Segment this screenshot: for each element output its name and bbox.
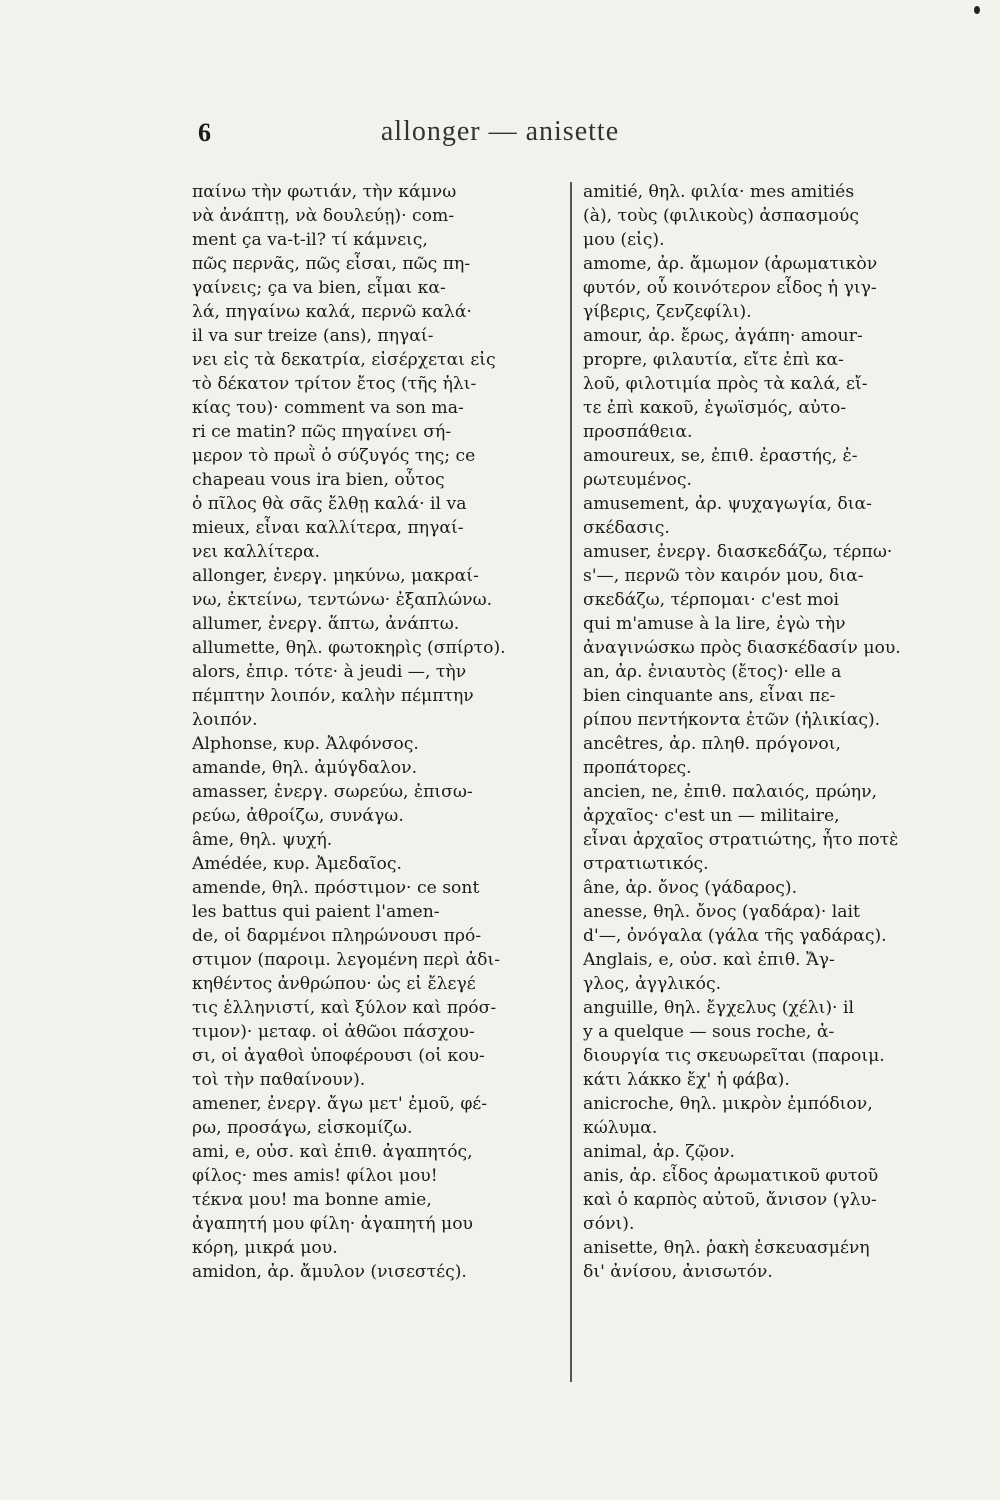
- page-number: 6: [198, 118, 211, 147]
- text-line: anisette, θηλ. ῥακὴ ἐσκευασμένη: [583, 1238, 870, 1258]
- text-line: allonger, ἐνεργ. μηκύνω, μακραί-: [192, 566, 479, 586]
- text-line: ami, e, οὐσ. καὶ ἐπιθ. ἀγαπητός,: [192, 1142, 473, 1162]
- text-line: alors, ἐπιρ. τότε· à jeudi —, τὴν: [192, 662, 467, 682]
- text-line: γίβερις, ζενζεφίλι).: [583, 302, 752, 322]
- text-line: φυτόν, οὗ κοινότερον εἶδος ἡ γιγ-: [583, 278, 877, 298]
- text-line: κάτι λάκκο ἔχ' ἡ φάβα).: [583, 1070, 790, 1090]
- text-line: amidon, ἀρ. ἄμυλον (νισεστές).: [192, 1262, 467, 1282]
- text-line: ri ce matin? πῶς πηγαίνει σή-: [192, 422, 452, 442]
- text-line: παίνω τὴν φωτιάν, τὴν κάμνω: [192, 182, 457, 202]
- text-line: τοὶ τὴν παθαίνουν).: [192, 1070, 366, 1090]
- text-line: allumer, ἐνεργ. ἅπτω, ἀνάπτω.: [192, 614, 460, 634]
- text-line: κηθέντος ἀνθρώπου· ὡς εἰ ἔλεγέ: [192, 974, 476, 994]
- text-line: (à), τοὺς (φιλικοὺς) ἀσπασμούς: [583, 206, 859, 226]
- text-line: σκεδάζω, τέρπομαι· c'est moi: [583, 590, 840, 610]
- text-line: κίας του)· comment va son ma-: [192, 398, 464, 418]
- text-line: amitié, θηλ. φιλία· mes amitiés: [583, 182, 855, 202]
- text-line: λά, πηγαίνω καλά, περνῶ καλά·: [192, 302, 472, 322]
- text-line: y a quelque — sous roche, ἀ-: [583, 1022, 835, 1042]
- text-line: amuser, ἐνεργ. διασκεδάζω, τέρπω·: [583, 542, 893, 562]
- text-line: κώλυμα.: [583, 1118, 658, 1138]
- text-line: il va sur treize (ans), πηγαί-: [192, 326, 434, 346]
- text-line: amour, ἀρ. ἔρως, ἀγάπη· amour-: [583, 326, 863, 346]
- text-line: ancien, ne, ἐπιθ. παλαιός, πρώην,: [583, 782, 877, 802]
- text-line: Alphonse, κυρ. Ἀλφόνσος.: [192, 734, 419, 754]
- column-divider: [570, 182, 572, 1382]
- text-line: τέκνα μου! ma bonne amie,: [192, 1190, 432, 1210]
- text-line: τις ἑλληνιστί, καὶ ξύλον καὶ πρόσ-: [192, 998, 497, 1018]
- text-line: anis, ἀρ. εἶδος ἀρωματικοῦ φυτοῦ: [583, 1166, 879, 1186]
- text-line: ρω, προσάγω, εἰσκομίζω.: [192, 1118, 413, 1138]
- text-line: de, οἱ δαρμένοι πληρώνουσι πρό-: [192, 926, 482, 946]
- text-line: τε ἐπὶ κακοῦ, ἐγωϊσμός, αὐτο-: [583, 398, 847, 418]
- text-line: μου (εἰς).: [583, 230, 665, 250]
- text-line: κόρη, μικρά μου.: [192, 1238, 338, 1258]
- text-line: s'—, περνῶ τὸν καιρόν μου, δια-: [583, 566, 864, 586]
- text-line: âne, ἀρ. ὄνος (γάδαρος).: [583, 878, 798, 898]
- text-line: âme, θηλ. ψυχή.: [192, 830, 333, 850]
- text-line: bien cinquante ans, εἶναι πε-: [583, 686, 836, 706]
- text-line: δι' ἀνίσου, ἀνισωτόν.: [583, 1262, 773, 1282]
- text-line: chapeau vous ira bien, οὗτος: [192, 470, 445, 490]
- text-line: ἀγαπητή μου φίλη· ἀγαπητή μου: [192, 1214, 473, 1234]
- text-line: στιμον (παροιμ. λεγομένη περὶ ἀδι-: [192, 950, 501, 970]
- text-line: amusement, ἀρ. ψυχαγωγία, δια-: [583, 494, 872, 514]
- text-line: ment ça va-t-il? τί κάμνεις,: [192, 230, 428, 250]
- text-line: φίλος· mes amis! φίλοι μου!: [192, 1166, 438, 1186]
- text-line: ὁ πῖλος θὰ σᾶς ἔλθῃ καλά· il va: [192, 494, 467, 514]
- text-line: propre, φιλαυτία, εἴτε ἐπὶ κα-: [583, 350, 844, 370]
- text-line: λοῦ, φιλοτιμία πρὸς τὰ καλά, εἴ-: [583, 374, 868, 394]
- text-line: amende, θηλ. πρόστιμον· ce sont: [192, 878, 480, 898]
- text-line: λοιπόν.: [192, 710, 258, 730]
- right-column: [583, 180, 975, 1284]
- ink-speck: [974, 6, 980, 14]
- text-line: προπάτορες.: [583, 758, 692, 778]
- text-line: ἀρχαῖος· c'est un — militaire,: [583, 806, 840, 826]
- text-line: σι, οἱ ἀγαθοὶ ὑποφέρουσι (οἱ κου-: [192, 1046, 485, 1066]
- text-line: τὸ δέκατον τρίτον ἔτος (τῆς ἡλι-: [192, 374, 477, 394]
- text-line: ἀναγινώσκω πρὸς διασκέδασίν μου.: [583, 638, 901, 658]
- text-line: d'—, ὀνόγαλα (γάλα τῆς γαδάρας).: [583, 926, 887, 946]
- text-line: ρωτευμένος.: [583, 470, 692, 490]
- text-line: amoureux, se, ἐπιθ. ἐραστής, ἐ-: [583, 446, 858, 466]
- text-line: πέμπτην λοιπόν, καλὴν πέμπτην: [192, 686, 474, 706]
- left-column: [192, 180, 580, 1284]
- text-line: amome, ἀρ. ἄμωμον (ἀρωματικὸν: [583, 254, 878, 274]
- text-line: anguille, θηλ. ἔγχελυς (χέλι)· il: [583, 998, 854, 1018]
- text-line: amener, ἐνεργ. ἄγω μετ' ἐμοῦ, φέ-: [192, 1094, 488, 1114]
- text-line: animal, ἀρ. ζῷον.: [583, 1142, 736, 1162]
- text-line: amande, θηλ. ἀμύγδαλον.: [192, 758, 418, 778]
- text-line: διουργία τις σκευωρεῖται (παροιμ.: [583, 1046, 885, 1066]
- text-line: qui m'amuse à la lire, ἐγὼ τὴν: [583, 614, 846, 634]
- text-line: anicroche, θηλ. μικρὸν ἐμπόδιον,: [583, 1094, 873, 1114]
- running-head: allonger — anisette: [380, 116, 620, 147]
- text-line: γλος, ἀγγλικός.: [583, 974, 722, 994]
- text-line: les battus qui paient l'amen-: [192, 902, 440, 922]
- text-line: μερον τὸ πρωῒ ὁ σύζυγός της; ce: [192, 446, 476, 466]
- text-line: νει καλλίτερα.: [192, 542, 321, 562]
- text-line: νει εἰς τὰ δεκατρία, εἰσέρχεται εἰς: [192, 350, 496, 370]
- text-line: ρεύω, ἀθροίζω, συνάγω.: [192, 806, 404, 826]
- text-line: amasser, ἐνεργ. σωρεύω, ἐπισω-: [192, 782, 473, 802]
- text-line: ρίπου πεντήκοντα ἐτῶν (ἡλικίας).: [583, 710, 881, 730]
- text-line: mieux, εἶναι καλλίτερα, πηγαί-: [192, 518, 464, 538]
- text-line: σκέδασις.: [583, 518, 670, 538]
- text-line: πῶς περνᾶς, πῶς εἶσαι, πῶς πη-: [192, 254, 471, 274]
- text-line: Amédée, κυρ. Ἀμεδαῖος.: [192, 854, 402, 874]
- text-line: εἶναι ἀρχαῖος στρατιώτης, ἦτο ποτὲ: [583, 830, 899, 850]
- text-line: στρατιωτικός.: [583, 854, 709, 874]
- text-line: Anglais, e, οὐσ. καὶ ἐπιθ. Ἄγ-: [583, 950, 835, 970]
- text-line: νω, ἐκτείνω, τεντώνω· ἐξαπλώνω.: [192, 590, 493, 610]
- text-line: allumette, θηλ. φωτοκηρὶς (σπίρτο).: [192, 638, 506, 658]
- text-line: καὶ ὁ καρπὸς αὐτοῦ, ἄνισον (γλυ-: [583, 1190, 877, 1210]
- text-line: νὰ ἀνάπτῃ, νὰ δουλεύῃ)· com-: [192, 206, 455, 226]
- text-line: ancêtres, ἀρ. πληθ. πρόγονοι,: [583, 734, 841, 754]
- text-line: γαίνεις; ça va bien, εἶμαι κα-: [192, 278, 446, 298]
- text-line: anesse, θηλ. ὄνος (γαδάρα)· lait: [583, 902, 860, 922]
- text-line: προσπάθεια.: [583, 422, 693, 442]
- text-line: σόνι).: [583, 1214, 635, 1234]
- text-line: τιμον)· μεταφ. οἱ ἀθῶοι πάσχου-: [192, 1022, 475, 1042]
- text-line: an, ἀρ. ἐνιαυτὸς (ἔτος)· elle a: [583, 662, 842, 682]
